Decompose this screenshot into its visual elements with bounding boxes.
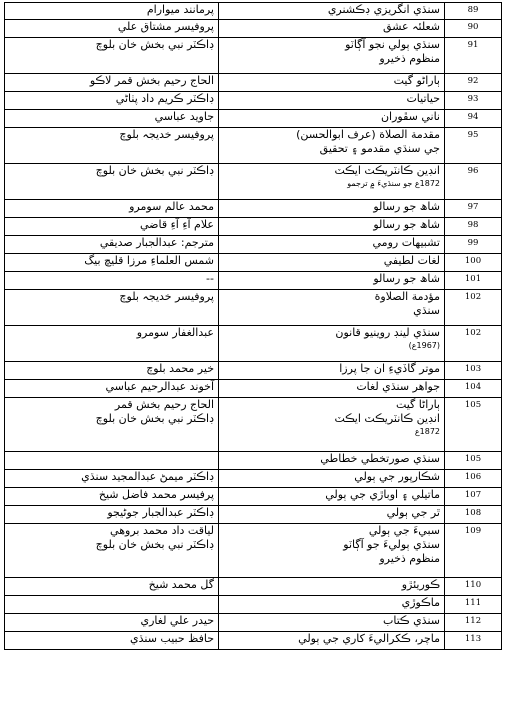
title-cell [219,452,445,470]
author-cell-line: شمس العلماءِ مرزا قليچ بيگ [84,254,214,267]
title-cell-line: مؤدمة الصلاوة [374,290,440,303]
entry-number: 93 [445,92,502,110]
title-cell [219,236,445,254]
title-cell-line: منظوم ذخيرو [379,552,440,565]
table-row [5,200,502,218]
table-row [5,290,502,326]
author-cell [5,596,219,614]
title-cell [219,362,445,380]
title-cell [219,20,445,38]
author-cell-line: ڊاڪٽر ميمڻ عبدالمجيد سنڌي [81,470,214,483]
title-cell-line: سنڌي ٻوليءَ جو آڳاٽو [343,538,440,551]
title-cell-line: سنڌي [413,304,440,317]
title-cell [219,164,445,200]
bibliography-table-body [5,3,502,650]
title-cell [219,3,445,20]
title-cell [219,38,445,74]
author-cell [5,20,219,38]
title-cell-line: سنڌي ڪتاب [383,614,440,627]
entry-number: 92 [445,74,502,92]
table-row [5,380,502,398]
title-cell-line: جواهر سنڌي لغات [356,380,440,393]
title-cell-line: سنڌي انگريزي ڊڪشنري [327,3,440,16]
title-cell [219,524,445,578]
table-row [5,632,502,650]
entry-number: 106 [445,470,502,488]
title-cell-line: ڪوريئڙو [401,578,440,591]
title-cell [219,596,445,614]
title-cell [219,470,445,488]
author-cell [5,398,219,452]
author-cell-line: -- [206,272,214,285]
table-row [5,218,502,236]
author-cell-line: ڊاڪٽر ڪريم داد پٺاڻي [115,92,214,105]
title-cell [219,128,445,164]
author-cell-line: علام آءِ آءِ قاضي [139,218,214,231]
author-cell-line: عبدالغفار سومرو [136,326,214,339]
title-cell-line: ٻاراڻو گيت [393,74,440,87]
title-cell [219,326,445,362]
author-cell-line: پرمانند ميوارام [146,3,214,16]
entry-number: 108 [445,506,502,524]
title-cell [219,254,445,272]
author-cell [5,3,219,20]
author-cell [5,326,219,362]
table-row [5,92,502,110]
entry-number: 105 [445,452,502,470]
author-cell-line: خير محمد بلوچ [146,362,214,375]
author-cell-line: پروفيسر خديجہ بلوچ [119,128,214,141]
title-cell-line: ماچر، ڪکراليءَ کاري جي ٻولي [298,632,440,645]
table-row [5,326,502,362]
title-cell [219,74,445,92]
title-cell-line: ٿر جي ٻولي [386,506,440,519]
title-cell-line: سنڌي صورتخطي خطاطي [320,452,440,465]
title-cell-line: موتر گاڏيءِ ان جا پرزا [339,362,440,375]
bibliography-table [4,2,502,650]
table-row [5,614,502,632]
title-cell-line: شاھ جو رسالو [373,218,440,231]
author-cell [5,218,219,236]
title-cell-line: منظوم ذخيرو [379,52,440,65]
author-cell [5,380,219,398]
entry-number: 89 [445,3,502,20]
title-cell-line: (1967ع) [408,341,440,350]
table-row [5,20,502,38]
table-row [5,74,502,92]
entry-number: 110 [445,578,502,596]
table-row [5,452,502,470]
title-cell-line: سبيءَ جي ٻولي [368,524,440,537]
title-cell-line: سنڌي ٻولي نجو آڳاٽو [345,38,440,51]
title-cell-line: 1872ع جو سنڌيءَ ۾ ترجمو [347,179,440,188]
title-cell [219,290,445,326]
title-cell-line: حياتيات [406,92,440,105]
title-cell-line: شاھ جو رسالو [373,200,440,213]
author-cell-line: الحاج رحيم بخش قمر لاڪو [89,74,214,87]
table-row [5,38,502,74]
entry-number: 102 [445,326,502,362]
table-row [5,272,502,290]
table-row [5,3,502,20]
entry-number: 111 [445,596,502,614]
author-cell [5,578,219,596]
title-cell [219,380,445,398]
author-cell [5,362,219,380]
title-cell-line: انڊين ڪانٽريڪٽ ايڪٽ [334,164,440,177]
title-cell-line: ٻاراڻا گيت [395,398,440,411]
title-cell [219,632,445,650]
author-cell [5,128,219,164]
title-cell [219,398,445,452]
author-cell-line: لياقت داد محمد بروهي [110,524,214,537]
title-cell-line: تشبيهات رومي [372,236,440,249]
author-cell [5,290,219,326]
entry-number: 104 [445,380,502,398]
author-cell-line: ڊاڪٽر عبدالجبار جوڻيجو [107,506,214,519]
author-cell-line: ڊاڪٽر نبي بخش خان بلوچ [95,538,214,551]
table-row [5,596,502,614]
author-cell-line: ڊاڪٽر نبي بخش خان بلوچ [95,38,214,51]
entry-number: 102 [445,290,502,326]
title-cell [219,488,445,506]
author-cell-line: حافظ حبيب سنڌي [129,632,214,645]
title-cell-line: انڊين ڪانٽريڪٽ ايڪٽ [334,412,440,425]
entry-number: 103 [445,362,502,380]
entry-number: 100 [445,254,502,272]
title-cell [219,218,445,236]
author-cell-line: جاويد عباسي [154,110,214,123]
table-row [5,398,502,452]
title-cell-line: مقدمة الصلاة (عرف ابوالحسن) [296,128,440,141]
table-row [5,470,502,488]
author-cell [5,488,219,506]
author-cell-line: آخوند عبدالرحيم عباسي [105,380,214,393]
entry-number: 90 [445,20,502,38]
entry-number: 97 [445,200,502,218]
author-cell [5,110,219,128]
author-cell [5,470,219,488]
author-cell-line: محمد عالم سومرو [129,200,214,213]
table-row [5,362,502,380]
author-cell-line: پرفيسر محمد فاضل شيخ [98,488,214,501]
author-cell-line: پروفيسر مشتاق علي [117,20,214,33]
table-row [5,524,502,578]
title-cell-line: ماتيلي ۽ اوباڙي جي ٻولي [325,488,440,501]
author-cell-line: الحاج رحيم بخش قمر [114,398,214,411]
title-cell-line: جي سنڌي مقدمو ۽ تحقيق [319,142,440,155]
entry-number: 112 [445,614,502,632]
author-cell [5,236,219,254]
author-cell [5,614,219,632]
author-cell-line: مترجم: عبدالجبار صديقي [99,236,214,249]
entry-number: 95 [445,128,502,164]
table-row [5,128,502,164]
title-cell-line: شڪارپور جي ٻولي [354,470,440,483]
title-cell [219,200,445,218]
title-cell-line: شاھ جو رسالو [373,272,440,285]
entry-number: 98 [445,218,502,236]
title-cell [219,272,445,290]
author-cell [5,632,219,650]
author-cell-line: ڊاڪٽر نبي بخش خان بلوچ [95,164,214,177]
author-cell [5,524,219,578]
author-cell [5,164,219,200]
title-cell-line: ماڪوڙي [401,596,440,609]
entry-number: 105 [445,398,502,452]
title-cell-line: شعلئہ عشق [383,20,440,33]
author-cell-line: گل محمد شيخ [148,578,214,591]
title-cell-line: لغات لطيفي [383,254,440,267]
title-cell [219,92,445,110]
author-cell [5,92,219,110]
title-cell-line: 1872ع [414,427,440,436]
author-cell-line: حيدر علي لغاري [140,614,214,627]
entry-number: 99 [445,236,502,254]
entry-number: 109 [445,524,502,578]
author-cell [5,74,219,92]
author-cell [5,38,219,74]
author-cell [5,452,219,470]
table-row [5,164,502,200]
author-cell-line: ڊاڪٽر نبي بخش خان بلوچ [95,412,214,425]
author-cell [5,272,219,290]
table-row [5,254,502,272]
table-row [5,578,502,596]
entry-number: 107 [445,488,502,506]
title-cell [219,506,445,524]
title-cell-line: ناني سڦوران [380,110,440,123]
table-row [5,488,502,506]
title-cell [219,578,445,596]
author-cell [5,254,219,272]
table-row [5,110,502,128]
entry-number: 96 [445,164,502,200]
table-row [5,506,502,524]
title-cell [219,614,445,632]
entry-number: 94 [445,110,502,128]
title-cell [219,110,445,128]
entry-number: 101 [445,272,502,290]
title-cell-line: سنڌي لينڊ روينيو قانون [335,326,440,339]
entry-number: 91 [445,38,502,74]
table-row [5,236,502,254]
author-cell [5,506,219,524]
author-cell [5,200,219,218]
author-cell-line: پروفيسر خديجہ بلوچ [119,290,214,303]
entry-number: 113 [445,632,502,650]
